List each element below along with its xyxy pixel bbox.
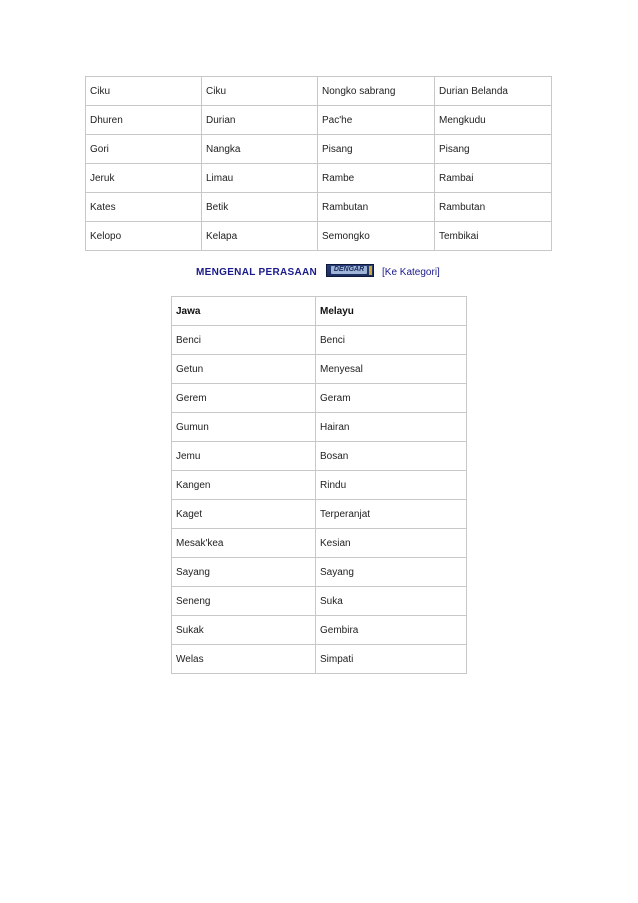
table-cell: Nongko sabrang xyxy=(318,77,435,106)
table-cell: Rambe xyxy=(318,164,435,193)
table-cell: Bosan xyxy=(316,442,467,471)
section-title: MENGENAL PERASAAN xyxy=(196,267,318,278)
table-cell: Rambutan xyxy=(318,193,435,222)
category-link[interactable]: [Ke Kategori] xyxy=(382,267,440,278)
table-cell: Gori xyxy=(86,135,202,164)
table-cell: Kelopo xyxy=(86,222,202,251)
table-cell: Welas xyxy=(172,645,316,674)
table-cell: Kesian xyxy=(316,529,467,558)
table-cell: Tembikai xyxy=(435,222,552,251)
table-row xyxy=(172,471,467,500)
table-cell: Limau xyxy=(202,164,318,193)
table-cell: Benci xyxy=(172,326,316,355)
table-cell: Mesak'kea xyxy=(172,529,316,558)
table-cell: Sukak xyxy=(172,616,316,645)
table-row xyxy=(172,500,467,529)
table-row xyxy=(172,558,467,587)
table-row xyxy=(172,616,467,645)
table-row xyxy=(86,106,552,135)
table-cell: Menyesal xyxy=(316,355,467,384)
table-cell: Betik xyxy=(202,193,318,222)
listen-button-label: DENGAR xyxy=(331,266,367,274)
column-header-jawa: Jawa xyxy=(172,297,316,326)
table-cell: Rambai xyxy=(435,164,552,193)
table-cell: Durian xyxy=(202,106,318,135)
table-cell: Ciku xyxy=(202,77,318,106)
table-cell: Sayang xyxy=(316,558,467,587)
table-cell: Benci xyxy=(316,326,467,355)
table-row xyxy=(172,355,467,384)
table-header-row xyxy=(172,297,467,326)
section-header xyxy=(196,262,496,282)
listen-audio-button[interactable] xyxy=(326,264,374,277)
table-cell: Getun xyxy=(172,355,316,384)
table-cell: Jeruk xyxy=(86,164,202,193)
table-cell: Rindu xyxy=(316,471,467,500)
table-cell: Simpati xyxy=(316,645,467,674)
column-header-melayu: Melayu xyxy=(316,297,467,326)
table-cell: Kelapa xyxy=(202,222,318,251)
table-cell: Hairan xyxy=(316,413,467,442)
table-cell: Kangen xyxy=(172,471,316,500)
table-row xyxy=(86,135,552,164)
table-cell: Nangka xyxy=(202,135,318,164)
table-cell: Rambutan xyxy=(435,193,552,222)
table-cell: Seneng xyxy=(172,587,316,616)
table-row xyxy=(86,164,552,193)
table-cell: Geram xyxy=(316,384,467,413)
table-cell: Gembira xyxy=(316,616,467,645)
table-cell: Suka xyxy=(316,587,467,616)
table-row xyxy=(172,326,467,355)
table-cell: Kaget xyxy=(172,500,316,529)
table-row xyxy=(86,77,552,106)
table-cell: Dhuren xyxy=(86,106,202,135)
table-cell: Durian Belanda xyxy=(435,77,552,106)
table-cell: Ciku xyxy=(86,77,202,106)
audio-play-icon xyxy=(369,266,372,275)
table-cell: Gerem xyxy=(172,384,316,413)
table-row xyxy=(86,222,552,251)
table-cell: Jemu xyxy=(172,442,316,471)
table-row xyxy=(86,193,552,222)
table-row xyxy=(172,442,467,471)
fruit-vocabulary-table xyxy=(85,76,552,251)
table-cell: Kates xyxy=(86,193,202,222)
table-cell: Mengkudu xyxy=(435,106,552,135)
table-row xyxy=(172,587,467,616)
table-cell: Pisang xyxy=(318,135,435,164)
table-cell: Pac'he xyxy=(318,106,435,135)
table-row xyxy=(172,413,467,442)
table-cell: Gumun xyxy=(172,413,316,442)
feelings-vocabulary-table xyxy=(171,296,467,674)
table-cell: Terperanjat xyxy=(316,500,467,529)
table-cell: Pisang xyxy=(435,135,552,164)
table-row xyxy=(172,645,467,674)
table-row xyxy=(172,529,467,558)
table-row xyxy=(172,384,467,413)
table-cell: Semongko xyxy=(318,222,435,251)
table-cell: Sayang xyxy=(172,558,316,587)
